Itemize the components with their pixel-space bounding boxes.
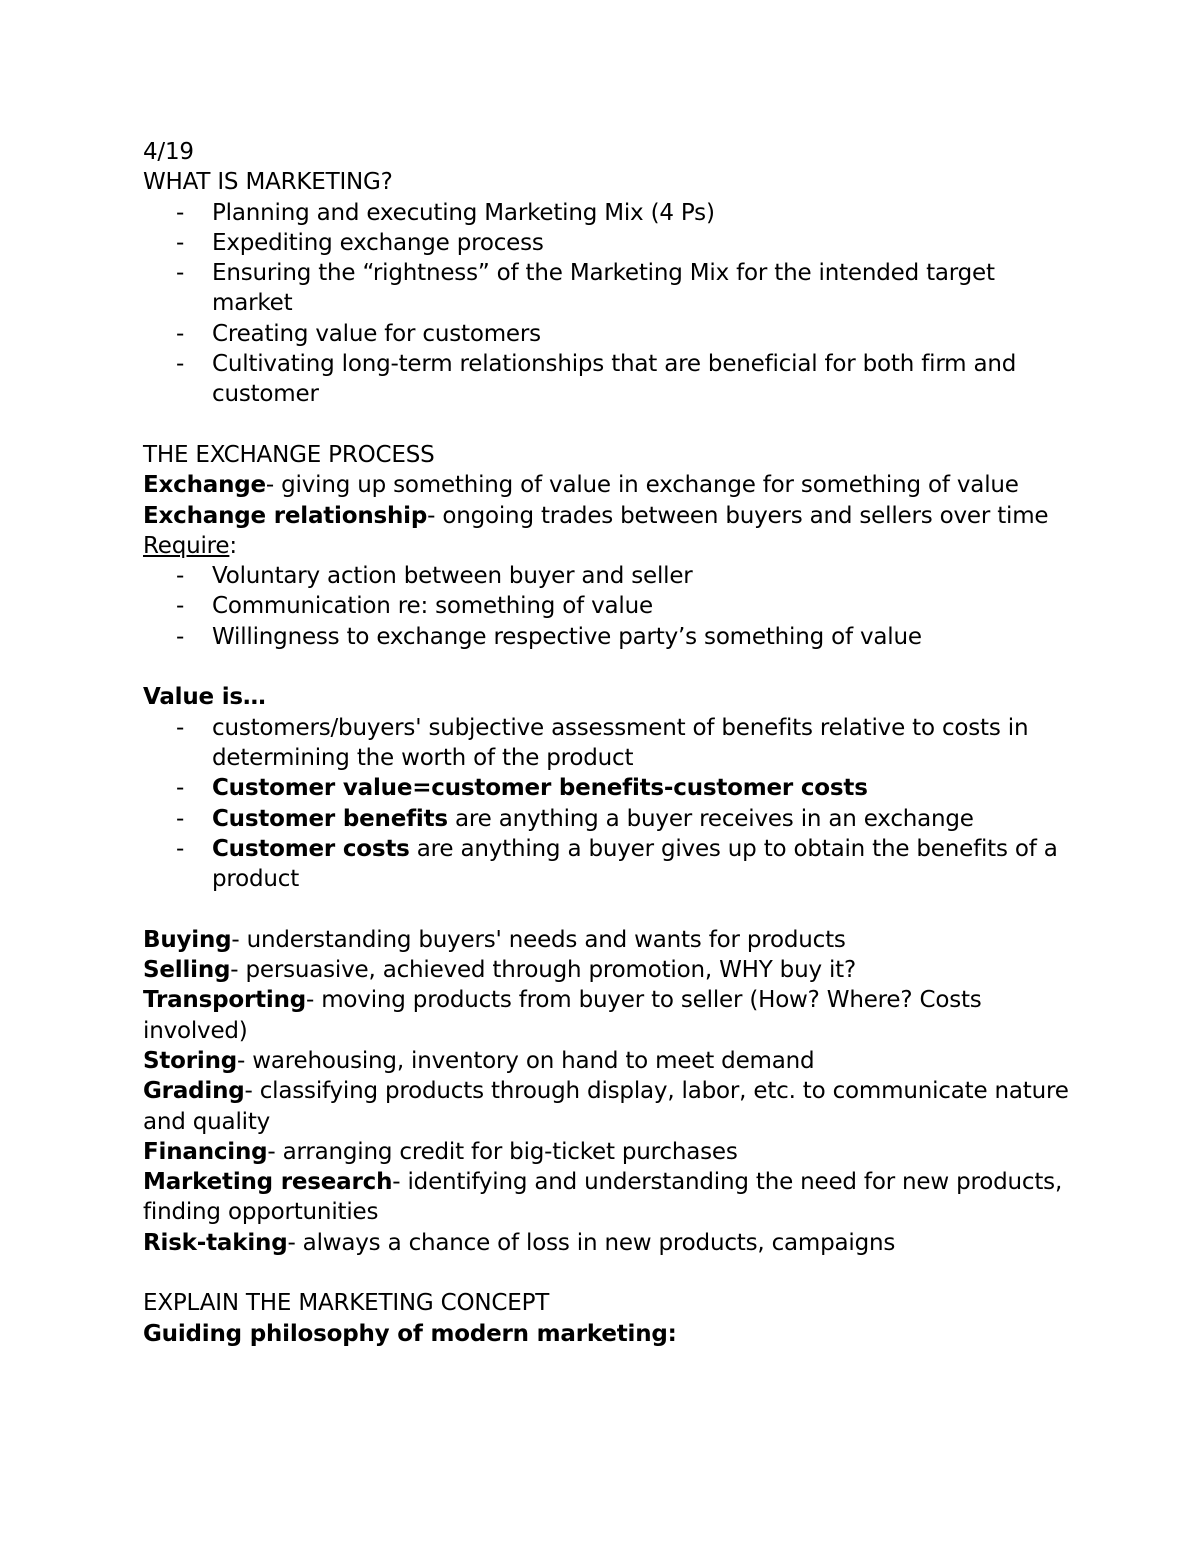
bullet-dash: - <box>176 199 185 226</box>
bullet-dash: - <box>176 351 185 378</box>
function-marketing-research: Marketing research- identifying and understanding the need for new products, finding opportunities <box>143 1169 1063 1226</box>
heading-what-is-marketing: WHAT IS MARKETING? <box>143 169 393 196</box>
bullet-dash: - <box>176 229 185 256</box>
require-list <box>143 561 1073 652</box>
marketing-functions <box>143 925 1073 1258</box>
bullet-dash: - <box>176 623 185 650</box>
list-item: - Customer benefits are anything a buyer receives in an exchange <box>143 804 1073 834</box>
date-line: 4/19 <box>143 139 194 165</box>
value-list <box>143 713 1073 895</box>
bullet-dash: - <box>176 775 185 802</box>
list-item: - Customer costs are anything a buyer gives up to obtain the benefits of a product <box>176 835 1058 893</box>
bullet-dash: - <box>176 835 185 862</box>
function-financing: Financing- arranging credit for big-ticket purchases <box>143 1138 738 1165</box>
heading-exchange-process: THE EXCHANGE PROCESS <box>143 441 435 468</box>
definition-exchange-relationship: Exchange relationship- ongoing trades between buyers and sellers over time <box>143 502 1049 529</box>
function-selling: Selling- persuasive, achieved through promotion, WHY buy it? <box>143 957 856 984</box>
bullet-dash: - <box>176 714 185 741</box>
bullet-dash: - <box>176 320 185 347</box>
function-storing: Storing- warehousing, inventory on hand to meet demand <box>143 1047 815 1074</box>
subheading-guiding-philosophy: Guiding philosophy of modern marketing: <box>143 1320 677 1347</box>
list-item: - Voluntary action between buyer and seller <box>143 561 1073 591</box>
list-item: - Planning and executing Marketing Mix (4 Ps) <box>143 198 1073 228</box>
list-item: - Willingness to exchange respective party’s something of value <box>143 622 1073 652</box>
definition-exchange: Exchange- giving up something of value in exchange for something of value <box>143 472 1019 499</box>
list-item: - Ensuring the “rightness” of the Marketing Mix for the intended target market <box>176 260 995 317</box>
list-item: - Creating value for customers <box>143 319 1073 349</box>
function-risk-taking: Risk-taking- always a chance of loss in new products, campaigns <box>143 1229 896 1256</box>
document-page <box>143 137 1073 1349</box>
list-item: - Communication re: something of value <box>143 591 1073 621</box>
function-transporting: Transporting- moving products from buyer to seller (How? Where? Costs involved) <box>143 987 982 1044</box>
list-item: - Cultivating long-term relationships that are beneficial for both firm and customer <box>176 351 1017 408</box>
list-item: - Customer value=customer benefits-customer costs <box>143 773 1073 803</box>
function-grading: Grading- classifying products through display, labor, etc. to communicate nature and quality <box>143 1078 1069 1135</box>
function-buying: Buying- understanding buyers' needs and wants for products <box>143 926 846 953</box>
heading-marketing-concept: EXPLAIN THE MARKETING CONCEPT <box>143 1290 550 1317</box>
bullet-dash: - <box>176 260 185 287</box>
bullet-dash: - <box>176 805 185 832</box>
list-item: - customers/buyers' subjective assessment of benefits relative to costs in determining the worth of the product <box>176 714 1029 771</box>
require-label: Require: <box>143 532 237 559</box>
bullet-dash: - <box>176 593 185 620</box>
bullet-dash: - <box>176 563 185 590</box>
marketing-definition-list <box>143 198 1073 410</box>
list-item: - Expediting exchange process <box>143 228 1073 258</box>
heading-value-is: Value is… <box>143 684 266 711</box>
